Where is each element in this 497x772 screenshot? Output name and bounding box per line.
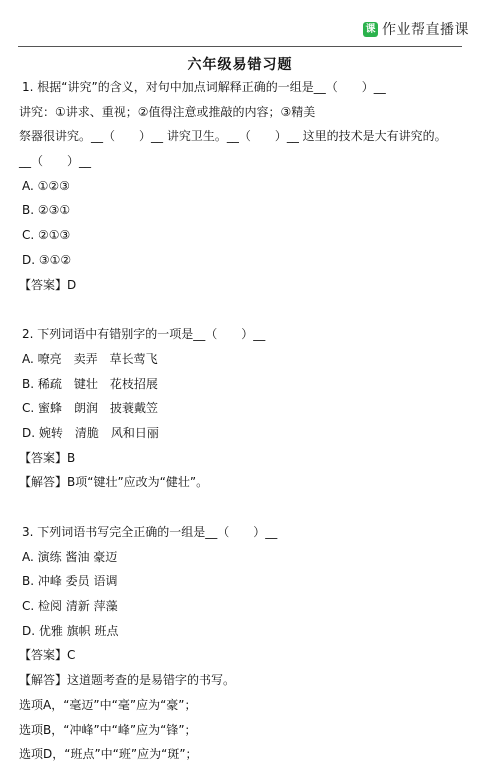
question-1-blank: __（ ）__ [19,154,92,169]
question-2-option-c: C. 蜜蜂 朗润 披蓑戴笠 [22,401,159,416]
question-2-answer: 【答案】B [19,450,76,465]
question-1-stem: 1. 根据“讲究”的含义，对句中加点词解释正确的一组是__（ ）__ [22,80,386,94]
question-2-stem: 2. 下列词语中有错别字的一项是__（ ）__ [22,327,266,342]
question-2-option-b: B. 稀疏 键壮 花枝招展 [22,376,158,391]
question-3-explanation: 【解答】这道题考查的是易错字的书写。 [19,673,236,688]
spacer [19,500,481,525]
question-1-option-b: B. ②③① [22,203,71,218]
header [0,0,497,46]
question-1-option-c: C. ②①③ [22,228,71,243]
question-3-note-d: 选项D，“班点”中“班”应为“斑”； [19,747,198,762]
brand-logo [363,19,469,39]
question-1-option-d: D. ③①② [22,252,72,267]
question-3-note-a: 选项A，“毫迈”中“毫”应为“豪”； [19,697,197,712]
question-2-explanation: 【解答】B项“键壮”应改为“健壮”。 [19,475,209,490]
brand-icon: 课 [363,22,378,37]
question-3-option-a: A. 演练 酱油 豪迈 [22,549,118,564]
question-3-stem: 3. 下列词语书写完全正确的一组是__（ ）__ [22,525,278,539]
question-1-sentence: 祭器很讲究。__（ ）__ 讲究卫生。__（ ）__ 这里的技术是大有讲究的。 [19,129,447,144]
question-3-note-b: 选项B，“冲峰”中“峰”应为“锋”； [19,722,197,737]
question-3-option-b: B. 冲峰 委员 语调 [22,574,118,589]
question-3-option-c: C. 检阅 清新 萍藻 [22,599,118,614]
question-3-answer: 【答案】C [19,648,76,663]
question-2-option-d: D. 婉转 清脆 风和日丽 [22,425,159,440]
question-1-option-a: A. ①②③ [22,178,70,193]
spacer [19,302,481,327]
question-1-definition: 讲究：①讲求、重视；②值得注意或推敲的内容；③精美 [19,104,316,119]
question-1-answer: 【答案】D [19,277,77,292]
question-2-option-a: A. 嘹亮 卖弄 草长莺飞 [22,351,158,366]
brand-text: 作业帮直播课 [382,22,469,38]
question-3-option-d: D. 优雅 旗帜 班点 [22,623,119,638]
document-body [19,80,481,772]
page-title: 六年级易错习题 [187,57,293,73]
header-divider [18,46,462,47]
